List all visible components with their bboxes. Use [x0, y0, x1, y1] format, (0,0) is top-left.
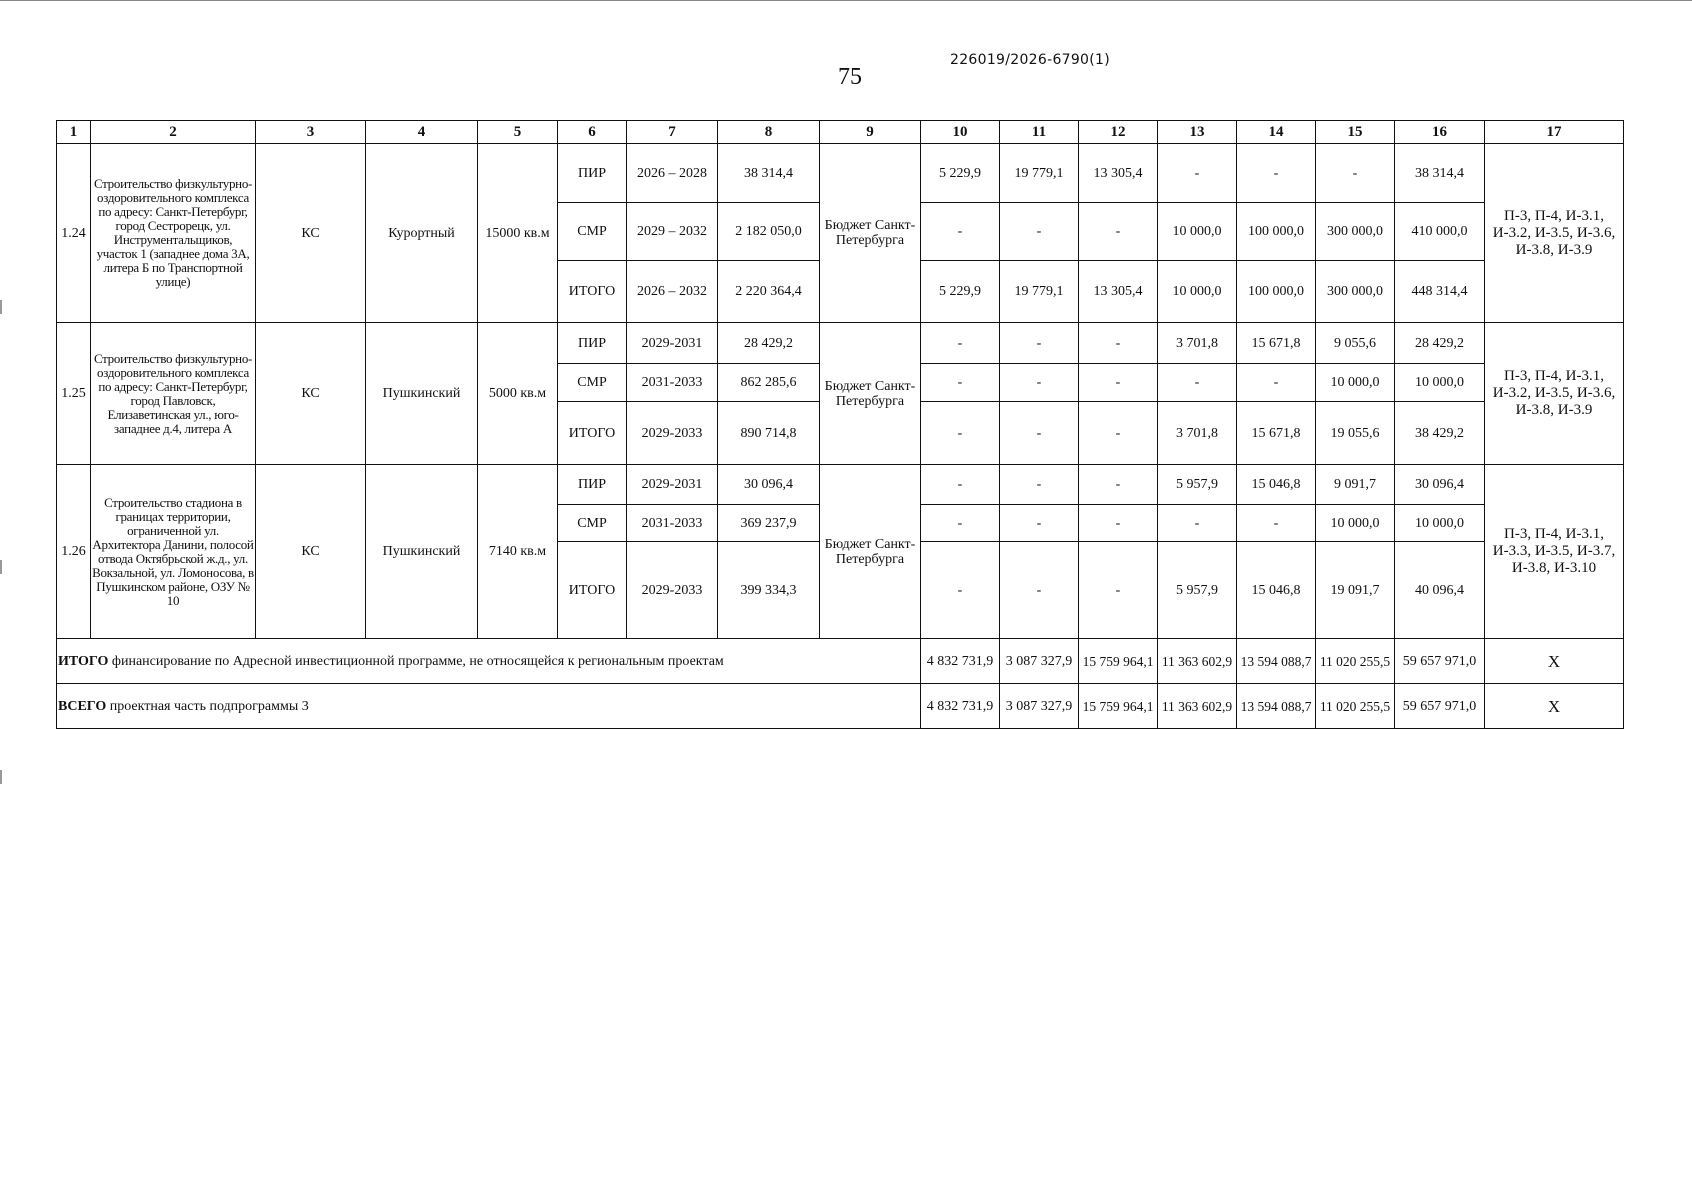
period: 2029-2033 [627, 402, 718, 465]
amount-cell: 4 832 731,9 [921, 639, 1000, 684]
column-number: 13 [1158, 121, 1237, 144]
amount-cell: 59 657 971,0 [1395, 684, 1485, 729]
column-number: 5 [478, 121, 558, 144]
totals-row [57, 639, 1624, 684]
work-type: КС [256, 465, 366, 639]
column-number: 11 [1000, 121, 1079, 144]
amount-cell: - [1000, 203, 1079, 261]
amount-cell: 15 759 964,1 [1079, 639, 1158, 684]
object-description: Строительство стадиона в границах территории, ограниченной ул. Архитектора Данини, полосой отвода Октябрьской ж.д., ул. Вокзальной, ул. Ломоносова, в Пушкинском районе, ОЗУ № 10 [91, 465, 256, 639]
amount-cell: - [921, 402, 1000, 465]
totals-label [57, 684, 921, 729]
stage: СМР [558, 505, 627, 542]
amount-cell: 15 046,8 [1237, 465, 1316, 505]
amount-cell: 100 000,0 [1237, 203, 1316, 261]
amount-cell: - [1079, 465, 1158, 505]
amount-cell: 28 429,2 [1395, 323, 1485, 364]
totals-label-text: проектная часть подпрограммы 3 [106, 698, 309, 714]
indicator-codes: П-3, П-4, И-3.1, И-3.3, И-3.5, И-3.7, И-3.8, И-3.10 [1485, 465, 1624, 639]
amount-cell: 19 091,7 [1316, 542, 1395, 639]
amount-cell: - [1000, 402, 1079, 465]
amount-cell: 15 046,8 [1237, 542, 1316, 639]
scan-margin-mark [0, 770, 2, 784]
capacity: 5000 кв.м [478, 323, 558, 465]
amount-cell: 10 000,0 [1158, 261, 1237, 323]
period: 2029 – 2032 [627, 203, 718, 261]
amount-cell: 19 779,1 [1000, 144, 1079, 203]
column-number: 8 [718, 121, 820, 144]
amount-cell: 3 701,8 [1158, 323, 1237, 364]
amount-cell: 19 055,6 [1316, 402, 1395, 465]
amount-cell: 3 701,8 [1158, 402, 1237, 465]
amount-cell: 13 594 088,7 [1237, 639, 1316, 684]
capacity: 15000 кв.м [478, 144, 558, 323]
column-number: 12 [1079, 121, 1158, 144]
funding-source: Бюджет Санкт-Петербурга [820, 323, 921, 465]
amount-cell: - [921, 542, 1000, 639]
amount-cell: - [1237, 364, 1316, 402]
amount-cell: 300 000,0 [1316, 203, 1395, 261]
work-type: КС [256, 323, 366, 465]
row-number: 1.24 [57, 144, 91, 323]
column-number: 7 [627, 121, 718, 144]
total-cost: 369 237,9 [718, 505, 820, 542]
amount-cell: - [1158, 505, 1237, 542]
total-cost: 2 220 364,4 [718, 261, 820, 323]
amount-cell: 10 000,0 [1158, 203, 1237, 261]
amount-cell: - [1000, 465, 1079, 505]
amount-cell: 10 000,0 [1395, 364, 1485, 402]
amount-cell: - [921, 505, 1000, 542]
totals-label-text: финансирование по Адресной инвестиционной программе, не относящейся к региональным проектам [108, 653, 724, 669]
amount-cell: - [921, 323, 1000, 364]
total-cost: 2 182 050,0 [718, 203, 820, 261]
amount-cell: 11 363 602,9 [1158, 639, 1237, 684]
stage: ПИР [558, 465, 627, 505]
not-applicable-mark: Х [1485, 684, 1624, 729]
total-cost: 38 314,4 [718, 144, 820, 203]
period: 2029-2033 [627, 542, 718, 639]
amount-cell: 10 000,0 [1316, 364, 1395, 402]
column-number: 17 [1485, 121, 1624, 144]
object-description: Строительство физкультурно-оздоровительного комплекса по адресу: Санкт-Петербург, город Сестрорецк, ул. Инструментальщиков, участок 1 (западнее дома 3А, литера Б по Транспортной улице) [91, 144, 256, 323]
amount-cell: 11 363 602,9 [1158, 684, 1237, 729]
period: 2031-2033 [627, 505, 718, 542]
amount-cell: 5 229,9 [921, 261, 1000, 323]
totals-label-bold: ИТОГО [58, 653, 109, 669]
stage: СМР [558, 364, 627, 402]
amount-cell: 4 832 731,9 [921, 684, 1000, 729]
work-type: КС [256, 144, 366, 323]
amount-cell: - [1079, 542, 1158, 639]
stage: ИТОГО [558, 402, 627, 465]
amount-cell: 15 759 964,1 [1079, 684, 1158, 729]
total-cost: 399 334,3 [718, 542, 820, 639]
table-row [57, 144, 1624, 203]
indicator-codes: П-3, П-4, И-3.1, И-3.2, И-3.5, И-3.6, И-3.8, И-3.9 [1485, 144, 1624, 323]
amount-cell: - [1000, 323, 1079, 364]
amount-cell: 30 096,4 [1395, 465, 1485, 505]
amount-cell: 3 087 327,9 [1000, 684, 1079, 729]
total-cost: 890 714,8 [718, 402, 820, 465]
amount-cell: - [921, 465, 1000, 505]
column-number: 6 [558, 121, 627, 144]
amount-cell: 13 594 088,7 [1237, 684, 1316, 729]
amount-cell: 10 000,0 [1316, 505, 1395, 542]
total-cost: 28 429,2 [718, 323, 820, 364]
amount-cell: 300 000,0 [1316, 261, 1395, 323]
amount-cell: 448 314,4 [1395, 261, 1485, 323]
period: 2026 – 2032 [627, 261, 718, 323]
totals-label-bold: ВСЕГО [58, 698, 107, 714]
funding-source: Бюджет Санкт-Петербурга [820, 465, 921, 639]
page-top-rule [0, 0, 1692, 1]
amount-cell: - [1000, 364, 1079, 402]
amount-cell: 38 429,2 [1395, 402, 1485, 465]
district: Пушкинский [366, 323, 478, 465]
document-code: 226019/2026-6790(1) [950, 52, 1111, 68]
amount-cell: - [1316, 144, 1395, 203]
amount-cell: - [1000, 505, 1079, 542]
column-number: 14 [1237, 121, 1316, 144]
stage: ПИР [558, 144, 627, 203]
amount-cell: 3 087 327,9 [1000, 639, 1079, 684]
column-number-header [57, 121, 1624, 144]
amount-cell: 10 000,0 [1395, 505, 1485, 542]
amount-cell: - [1158, 364, 1237, 402]
period: 2029-2031 [627, 465, 718, 505]
amount-cell: 11 020 255,5 [1316, 684, 1395, 729]
column-number: 16 [1395, 121, 1485, 144]
amount-cell: 100 000,0 [1237, 261, 1316, 323]
amount-cell: 5 957,9 [1158, 465, 1237, 505]
stage: СМР [558, 203, 627, 261]
totals-label [57, 639, 921, 684]
scan-margin-mark [0, 300, 2, 314]
row-number: 1.25 [57, 323, 91, 465]
period: 2026 – 2028 [627, 144, 718, 203]
district: Курортный [366, 144, 478, 323]
amount-cell: 410 000,0 [1395, 203, 1485, 261]
period: 2031-2033 [627, 364, 718, 402]
amount-cell: - [921, 203, 1000, 261]
stage: ПИР [558, 323, 627, 364]
amount-cell: - [1158, 144, 1237, 203]
column-number: 3 [256, 121, 366, 144]
amount-cell: 5 229,9 [921, 144, 1000, 203]
period: 2029-2031 [627, 323, 718, 364]
amount-cell: - [1079, 323, 1158, 364]
amount-cell: 9 091,7 [1316, 465, 1395, 505]
amount-cell: 13 305,4 [1079, 261, 1158, 323]
total-cost: 862 285,6 [718, 364, 820, 402]
amount-cell: 11 020 255,5 [1316, 639, 1395, 684]
amount-cell: 9 055,6 [1316, 323, 1395, 364]
amount-cell: 19 779,1 [1000, 261, 1079, 323]
amount-cell: - [1079, 364, 1158, 402]
amount-cell: 59 657 971,0 [1395, 639, 1485, 684]
amount-cell: - [1079, 402, 1158, 465]
stage: ИТОГО [558, 542, 627, 639]
amount-cell: 40 096,4 [1395, 542, 1485, 639]
column-number: 4 [366, 121, 478, 144]
amount-cell: 5 957,9 [1158, 542, 1237, 639]
column-number: 15 [1316, 121, 1395, 144]
page-number: 75 [838, 64, 862, 90]
indicator-codes: П-3, П-4, И-3.1, И-3.2, И-3.5, И-3.6, И-3.8, И-3.9 [1485, 323, 1624, 465]
totals-row [57, 684, 1624, 729]
amount-cell: - [921, 364, 1000, 402]
not-applicable-mark: Х [1485, 639, 1624, 684]
column-number: 1 [57, 121, 91, 144]
district: Пушкинский [366, 465, 478, 639]
column-number: 10 [921, 121, 1000, 144]
amount-cell: - [1237, 505, 1316, 542]
amount-cell: - [1079, 505, 1158, 542]
capacity: 7140 кв.м [478, 465, 558, 639]
object-description: Строительство физкультурно-оздоровительного комплекса по адресу: Санкт-Петербург, город Павловск, Елизаветинская ул., юго-западнее д.4, литера А [91, 323, 256, 465]
amount-cell: - [1237, 144, 1316, 203]
amount-cell: 15 671,8 [1237, 402, 1316, 465]
amount-cell: - [1079, 203, 1158, 261]
total-cost: 30 096,4 [718, 465, 820, 505]
row-number: 1.26 [57, 465, 91, 639]
funding-source: Бюджет Санкт-Петербурга [820, 144, 921, 323]
stage: ИТОГО [558, 261, 627, 323]
amount-cell: - [1000, 542, 1079, 639]
investment-program-table [56, 120, 1624, 729]
column-number: 2 [91, 121, 256, 144]
amount-cell: 13 305,4 [1079, 144, 1158, 203]
amount-cell: 15 671,8 [1237, 323, 1316, 364]
column-number: 9 [820, 121, 921, 144]
amount-cell: 38 314,4 [1395, 144, 1485, 203]
scan-margin-mark [0, 560, 2, 574]
table-row [57, 465, 1624, 505]
table-row [57, 323, 1624, 364]
